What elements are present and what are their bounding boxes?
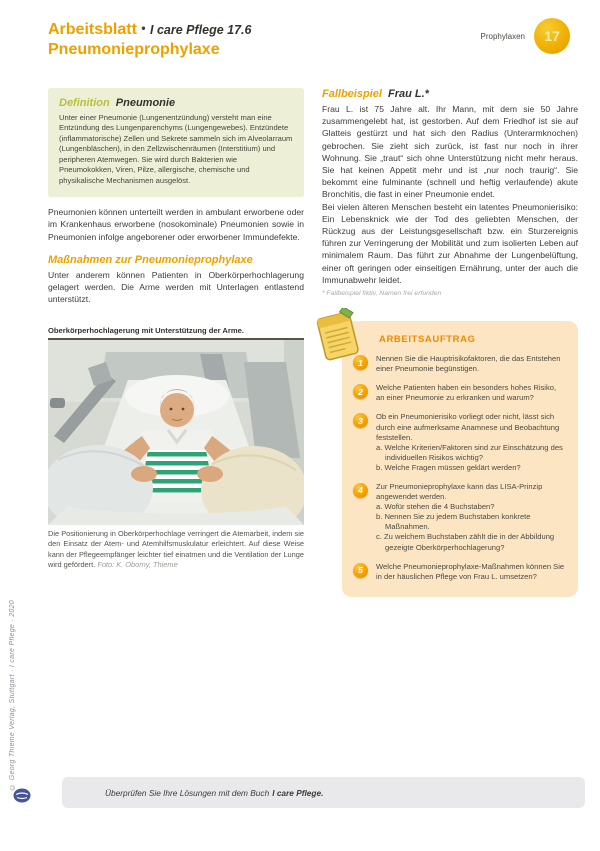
- task-item-2: [353, 383, 565, 403]
- arbeitsauftrag-section: [322, 321, 578, 597]
- figure-title: Oberkörperhochlagerung mit Unterstützung der Arme.: [48, 325, 244, 335]
- task-main-text: Zur Pneumonieprophylaxe kann das LISA-Prinzip angewendet werden.: [376, 481, 543, 502]
- task-number-badge: 3: [353, 413, 368, 428]
- figure-block: [48, 326, 304, 571]
- task-text: [376, 412, 565, 473]
- chapter-label: Prophylaxen: [480, 31, 525, 41]
- solution-hint-box: [62, 777, 585, 808]
- massnahmen-text: Unter anderem können Patienten in Oberkörperhochlagerung gelagert werden. Die Arme werden mit Unterlagen entlastend unterstützt.: [48, 269, 304, 305]
- header-line-1: [48, 20, 251, 39]
- arbeitsauftrag-box: [342, 321, 578, 597]
- patient-photo: [48, 340, 304, 525]
- solution-hint-book: I care Pflege.: [272, 787, 324, 798]
- definition-term: Pneumonie: [115, 97, 176, 109]
- page-header: [48, 20, 251, 59]
- task-subitem-c: c. Zu welchem Buchstaben zählt die in der Abbildung gezeigte Oberkörperhochlagerung?: [376, 532, 555, 552]
- task-subitem-b: b. Nennen Sie zu jedem Buchstaben konkrete Maßnahmen.: [376, 512, 531, 532]
- task-number-badge: 4: [353, 483, 368, 498]
- case-label: Fallbeispiel: [322, 88, 382, 100]
- case-heading: [322, 88, 578, 100]
- chapter-number-badge: 17: [534, 18, 570, 54]
- task-item-1: [353, 354, 565, 374]
- figure-caption-text: Die Positionierung in Oberkörperhochlage verringert die Atemarbeit, indem sie den Einsatz der Atem- und Atemhilfsmuskulatur erleichtert. Auf diese Weise kann der Pflegeempfänger leichter tief einatmen und die Ventilation der Lunge wird gefördert.: [48, 528, 304, 570]
- task-item-4: [353, 482, 565, 553]
- thieme-publisher-logo-icon: [13, 788, 31, 803]
- task-subitem-b: b. Welche Fragen müssen geklärt werden?: [376, 462, 521, 472]
- figure-caption: [48, 529, 304, 571]
- task-number-badge: 2: [353, 384, 368, 399]
- task-text: Nennen Sie die Hauptrisikofaktoren, die das Entstehen einer Pneumonie begünstigen.: [376, 354, 561, 374]
- task-number-badge: 1: [353, 355, 368, 370]
- case-name: Frau L.*: [387, 88, 429, 100]
- definition-box: [48, 88, 304, 197]
- case-paragraph-2: Bei vielen älteren Menschen besteht ein latentes Pneumonierisiko: Ein Lebensknick wie der Tod des geliebten Menschen, der Rückzug aus der Leistungsgesellschaft bzw. ein Sturzereignis führen zur Verringerung der Mobilität und zum isolierten Leben auf minimalem Raum. Das führt zur Abnahme der Lungenbelüftung, einer oft geringen oder einseitigen Ernährung, unter der auch die Immunabwehr leidet.: [322, 201, 578, 285]
- solution-hint-text: Überprüfen Sie Ihre Lösungen mit dem Buch: [105, 787, 270, 798]
- content-columns: [48, 88, 578, 597]
- massnahmen-heading: Maßnahmen zur Pneumonieprophylaxe: [48, 253, 253, 266]
- task-text: Welche Patienten haben ein besonders hohes Risiko, an einer Pneumonie zu erkranken und warum?: [376, 383, 557, 403]
- chapter-tab: [481, 18, 570, 54]
- task-subitem-a: a. Wofür stehen die 4 Buchstaben?: [376, 502, 495, 512]
- worksheet-label: Arbeitsblatt: [48, 21, 137, 38]
- right-column: [322, 88, 578, 597]
- intro-paragraph: Pneumonien können unterteilt werden in ambulant erworbene oder im Krankenhaus erworbene (nosokominale) Pneumonien sowie in Pneumonien infolge angeborener oder erworbener Immundefekte.: [48, 207, 304, 242]
- task-item-5: [353, 562, 565, 582]
- definition-body: Unter einer Pneumonie (Lungenentzündung) versteht man eine Entzündung des Lungenparenchyms (Lungengewebes). Entzündete (inflammatorische) Zellen und Sekrete sammeln sich im Alveolarraum (Lungenbläschen), in den Zellzwischenräumen (Interstitium) und peripheren Atemwegen. Sie wird durch Bakterien wie Pneumokokken, Viren, Pilze, allergische, chemische und physikalische Mechanismen ausgelöst.: [59, 113, 293, 185]
- task-subitem-a: a. Welche Kriterien/Faktoren sind zur Einschätzung des individuellen Risikos wichtig?: [376, 442, 563, 462]
- case-footnote: * Fallbeispiel fiktiv, Namen frei erfunden: [322, 290, 442, 298]
- task-text: [376, 482, 565, 553]
- figure-credit: Foto: K. Oborny, Thieme: [97, 560, 178, 570]
- task-number-badge: 5: [353, 563, 368, 578]
- publisher-credit-vertical: © Georg Thieme Verlag, Stuttgart · I care Pflege · 2020: [9, 600, 16, 790]
- task-text: Welche Pneumonieprophylaxe-Maßnahmen können Sie in der häuslichen Pflege von Frau L. umsetzen?: [376, 561, 565, 581]
- definition-heading: [59, 97, 293, 109]
- definition-label: Definition: [59, 97, 110, 109]
- book-reference: I care Pflege 17.6: [150, 23, 252, 37]
- header-separator: •: [141, 21, 146, 35]
- arbeitsauftrag-title: ARBEITSAUFTRAG: [379, 334, 476, 346]
- page-title: Pneumonieprophylaxe: [48, 41, 220, 59]
- clipboard-icon: [314, 308, 362, 362]
- task-item-3: [353, 412, 565, 473]
- case-paragraph-1: Frau L. ist 75 Jahre alt. Ihr Mann, mit dem sie 50 Jahre zusammengelebt hat, ist gestorben. Auf dem Friedhof ist sie auf Glatteis gestürzt und hat sich den Radius (Unterarmknochen) gebrochen. Sie zieht sich zurück, ist fast nur noch in ihrer Wohnung. Sie „traut“ sich ohne Unterstützung nicht mehr heraus. Sie hat keinen Appetit mehr und ist „nur noch traurig“. Sie bekommt eine fulminante (schnell und heftig verlaufende) akute Bronchitis, die fast in einer Pneumonie endet.: [322, 104, 578, 200]
- task-main-text: Ob ein Pneumonierisiko vorliegt oder nicht, lässt sich durch eine aufmerksame Anamnese und Beobachtung feststellen.: [376, 412, 560, 442]
- left-column: [48, 88, 304, 597]
